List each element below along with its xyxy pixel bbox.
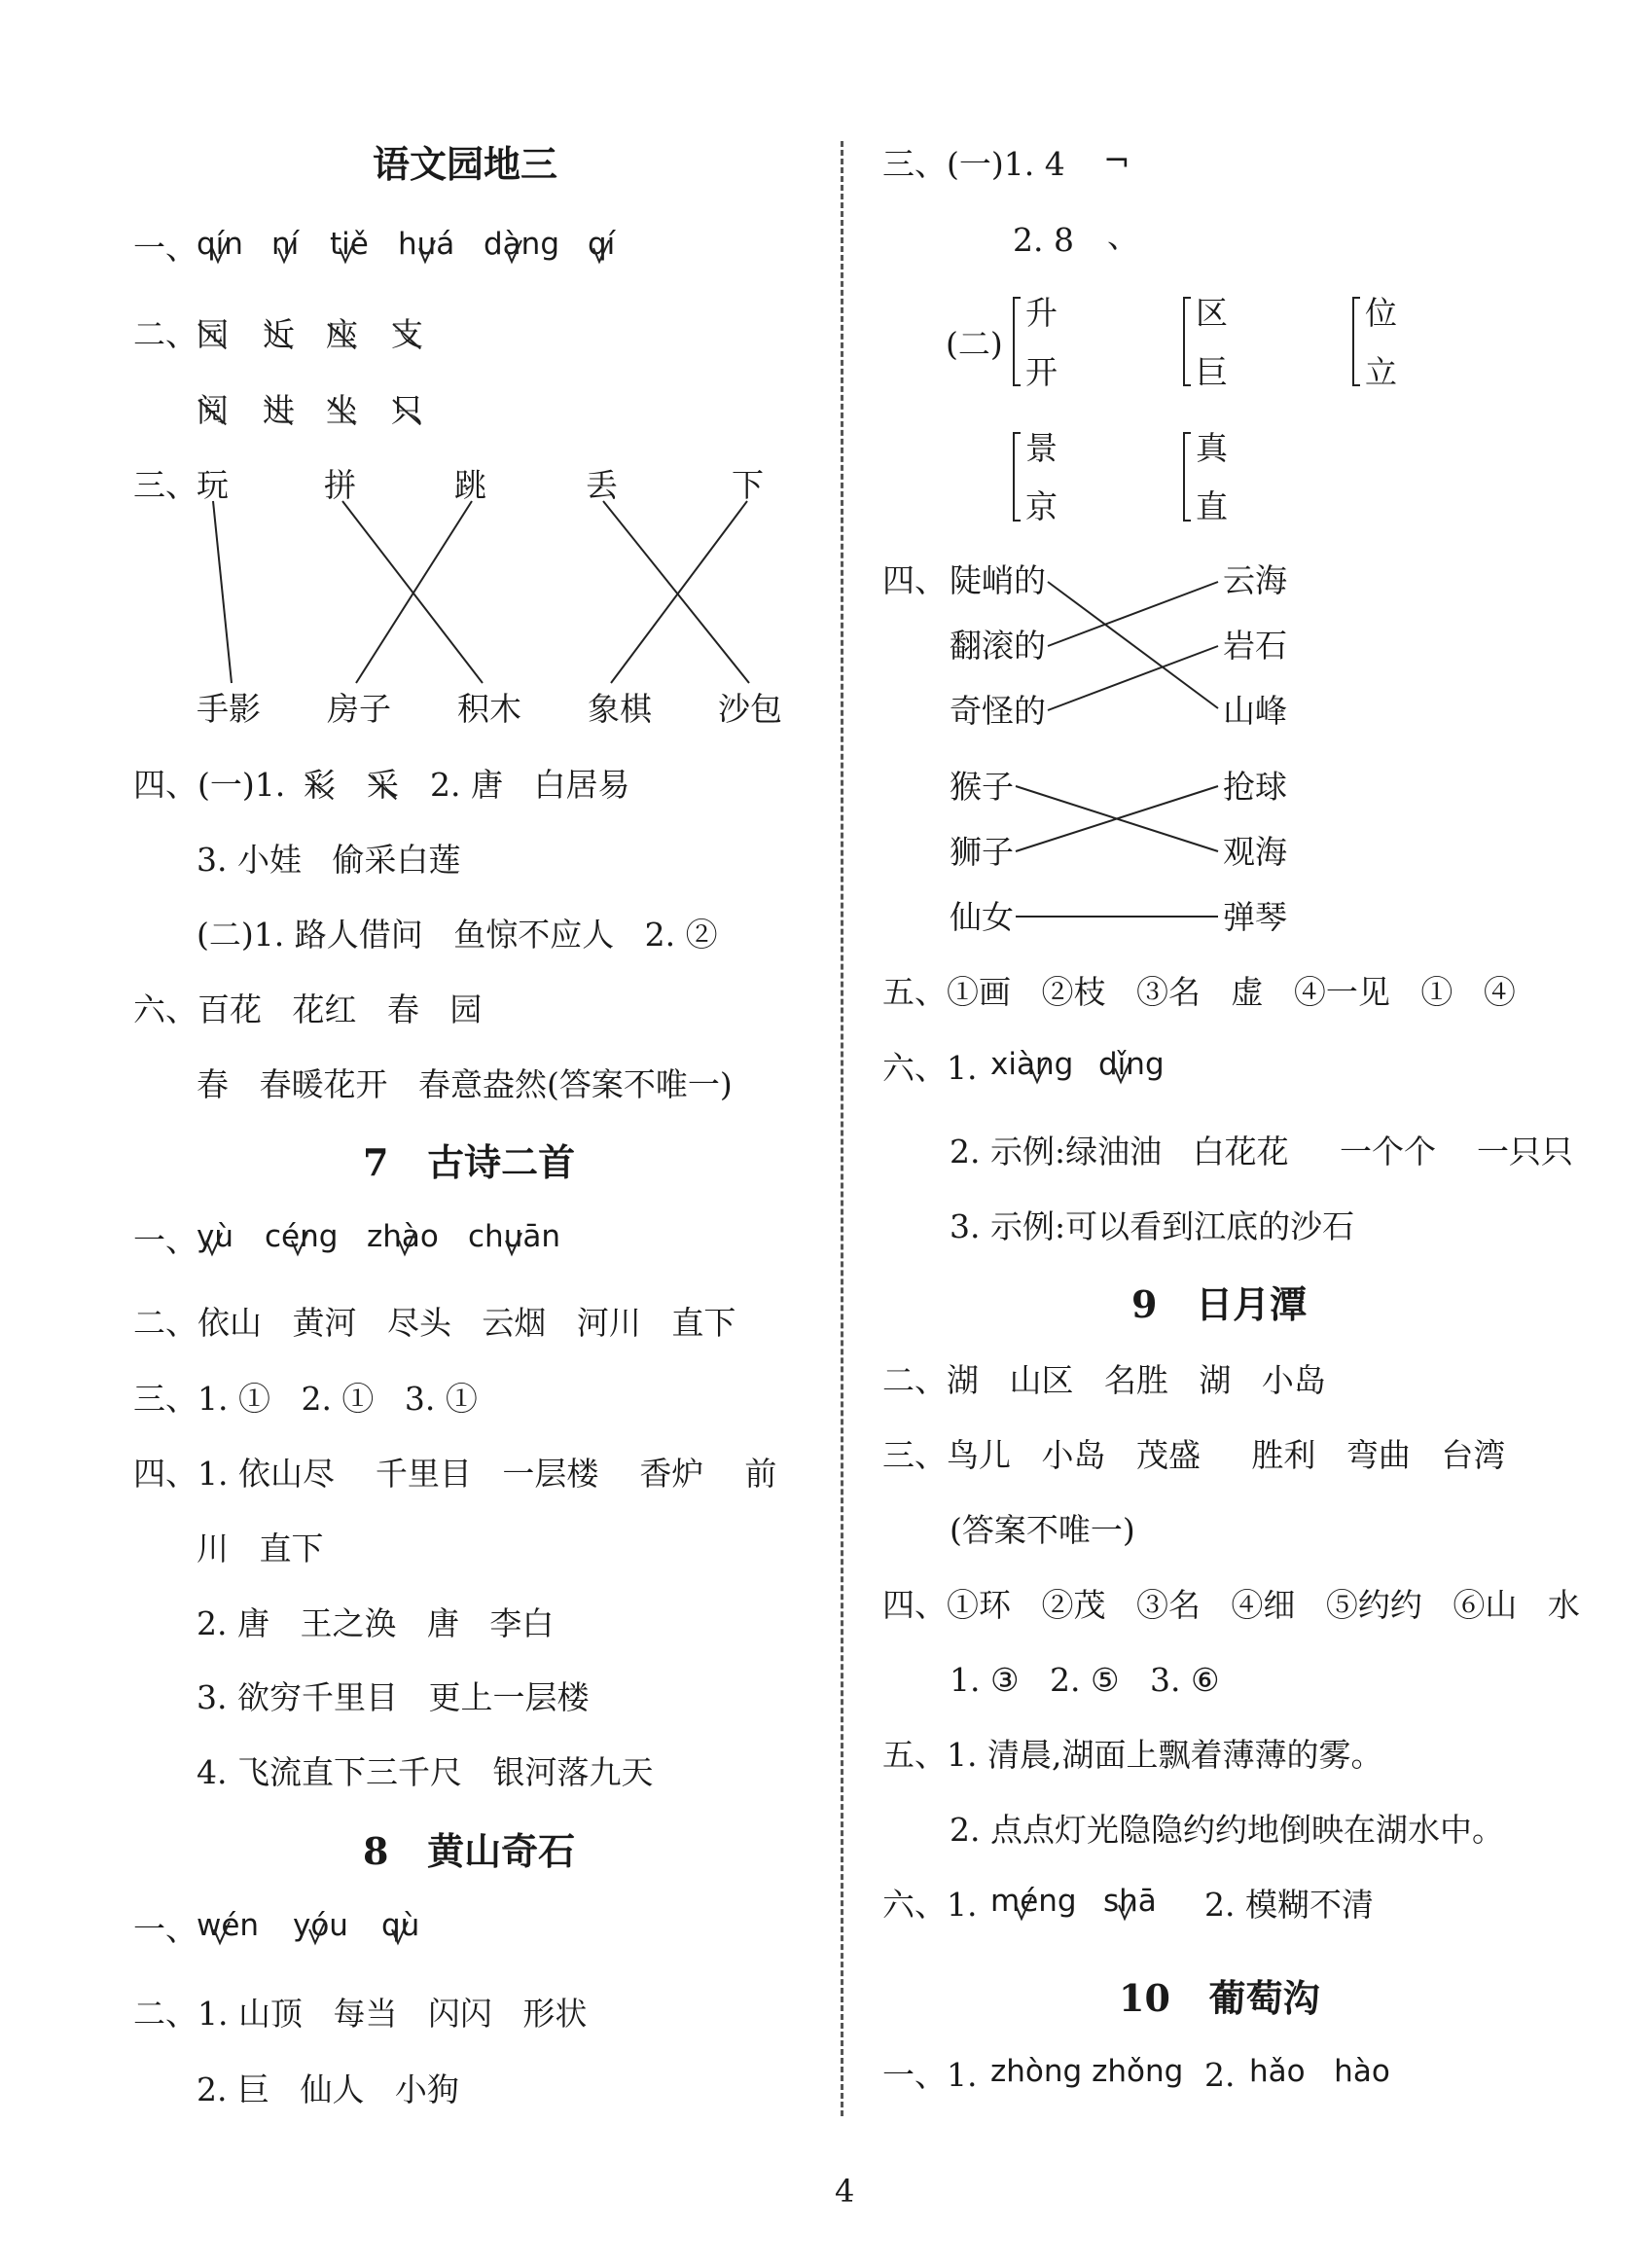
- pinyin-4: huá: [398, 227, 455, 262]
- pinyin-6: qí: [588, 227, 616, 262]
- s2-pinyin-4: chuān: [468, 1219, 560, 1254]
- brace-char: 京: [1025, 487, 1058, 525]
- brace-char: 区: [1196, 294, 1228, 332]
- match-line: [213, 501, 232, 683]
- match-bottom-3: 积木: [457, 690, 521, 728]
- char-2: 近: [263, 315, 295, 353]
- s9-q3-line-1: 三、鸟儿 小岛 茂盛 胜利 弯曲 台湾: [882, 1436, 1506, 1474]
- r-q4b-right-3: 弹琴: [1223, 898, 1287, 936]
- brace-char: 直: [1196, 487, 1228, 525]
- section-title-putaogou: 10 葡萄沟: [1119, 1976, 1320, 2020]
- r-q4-left-3: 奇怪的: [950, 692, 1046, 730]
- check-mark: [278, 240, 294, 262]
- brace-char: 开: [1025, 353, 1058, 391]
- s10-q1-pinyin-2: hǎo hào: [1249, 2054, 1390, 2089]
- check-mark: [506, 1233, 521, 1254]
- match-bottom-2: 房子: [327, 690, 391, 728]
- check-mark: [1016, 1897, 1031, 1919]
- s9-q6-rest: 2. 模糊不清: [1204, 1886, 1374, 1924]
- match-top-5: 下: [732, 466, 764, 504]
- check-mark: [340, 240, 355, 262]
- match-top-4: 丢: [586, 466, 618, 504]
- r-q4b-left-3: 仙女: [950, 898, 1014, 936]
- match-line: [1048, 582, 1218, 708]
- s10-q1-label: 一、1.: [882, 2056, 978, 2094]
- brace-char: 真: [1196, 429, 1228, 467]
- s2-q1-label: 一、: [133, 1221, 197, 1259]
- s10-q1-pinyin-1: zhòng zhǒng: [990, 2054, 1184, 2089]
- r-q4-right-2: 岩石: [1223, 627, 1287, 665]
- check-mark: [593, 240, 609, 262]
- s2-pinyin-2: céng: [265, 1219, 339, 1254]
- brace-char: 景: [1025, 429, 1058, 467]
- pinyin-5: dàng: [484, 227, 559, 262]
- r-q6-label: 六、1.: [882, 1049, 978, 1087]
- pinyin-2: ní: [271, 227, 300, 262]
- section-title-yuwen-yuandi-3: 语文园地三: [373, 142, 558, 186]
- r-q3-part-2-label: (二): [946, 325, 1003, 363]
- r-q4-right-3: 山峰: [1223, 692, 1287, 730]
- section-title-riyuetan: 9 日月潭: [1131, 1282, 1308, 1326]
- q4-line-3: 3. 小娃 偷采白莲: [197, 841, 461, 879]
- check-mark: [206, 1233, 222, 1254]
- r-q3-line-1: 三、(一)1. 4: [882, 145, 1065, 183]
- match-bottom-4: 象棋: [588, 690, 652, 728]
- match-line: [356, 501, 472, 683]
- brace-char: 位: [1365, 294, 1397, 332]
- check-mark: [212, 240, 228, 262]
- s2-q3: 三、1. ① 2. ① 3. ①: [133, 1380, 478, 1418]
- s9-q6-pinyin-1: méng: [990, 1884, 1077, 1919]
- brace-char: 立: [1365, 353, 1397, 391]
- s2-q4-line-4: 3. 欲穷千里目 更上一层楼: [197, 1678, 590, 1716]
- q4-label: 四、(一)1.: [133, 766, 286, 804]
- s3-q1-label: 一、: [133, 1910, 197, 1948]
- s3-pinyin-3: qù: [381, 1908, 420, 1943]
- char-3: 座: [326, 315, 358, 353]
- check-mark: [1115, 1061, 1130, 1082]
- section-title-gushi: 7 古诗二首: [363, 1140, 576, 1184]
- r-q4b-right-1: 抢球: [1223, 768, 1287, 806]
- char-cai-2: 采: [367, 766, 399, 804]
- r-q6-pinyin-1: xiàng: [990, 1047, 1074, 1082]
- match-top-1: 玩: [197, 466, 229, 504]
- s9-q6-label: 六、1.: [882, 1886, 978, 1924]
- s9-q4-line-1: 四、①环 ②茂 ③名 ④细 ⑤约约 ⑥山 水: [882, 1586, 1580, 1624]
- section-title-huangshan: 8 黄山奇石: [363, 1829, 576, 1873]
- page-number: 4: [835, 2173, 855, 2210]
- r-q4b-left-1: 猴子: [950, 768, 1014, 806]
- match-line: [1048, 582, 1218, 646]
- brace-char: 巨: [1196, 353, 1228, 391]
- check-mark: [506, 240, 521, 262]
- r-q6-line-2: 2. 示例:绿油油 白花花 一个个 一只只: [950, 1133, 1573, 1170]
- char-7: 坐: [326, 391, 358, 429]
- r-q3-mark-2: 、: [1107, 217, 1139, 255]
- q6-line-1: 六、百花 花红 春 园: [133, 990, 483, 1028]
- s3-pinyin-1: wén: [197, 1908, 260, 1943]
- check-mark: [214, 1922, 230, 1943]
- s2-q4-line-5: 4. 飞流直下三千尺 银河落九天: [197, 1753, 654, 1791]
- check-mark: [292, 1233, 307, 1254]
- s9-q2: 二、湖 山区 名胜 湖 小岛: [882, 1361, 1326, 1399]
- check-mark: [399, 1233, 414, 1254]
- s9-q5-line-1: 五、1. 清晨,湖面上飘着薄薄的雾。: [882, 1736, 1383, 1774]
- s3-pinyin-2: yóu: [293, 1908, 348, 1943]
- r-q4-left-1: 陡峭的: [950, 561, 1046, 599]
- s2-pinyin-3: zhào: [367, 1219, 439, 1254]
- match-line: [342, 501, 483, 683]
- r-q4-label: 四、: [882, 561, 947, 599]
- s9-q3-line-2: (答案不唯一): [950, 1511, 1135, 1549]
- s9-q6-pinyin-2: shā: [1103, 1884, 1157, 1919]
- char-1: 园: [197, 315, 229, 353]
- brace-char: 升: [1025, 294, 1058, 332]
- char-6: 进: [263, 391, 295, 429]
- r-q4b-right-2: 观海: [1223, 833, 1287, 871]
- char-8: 只: [391, 391, 423, 429]
- q3-label: 三、: [133, 466, 197, 504]
- r-q6-pinyin-2: dǐng: [1098, 1047, 1165, 1082]
- q4-rest: 2. 唐 白居易: [430, 766, 630, 804]
- q2-label: 二、: [133, 315, 197, 353]
- match-top-3: 跳: [454, 466, 486, 504]
- s2-q4-line-2: 川 直下: [197, 1530, 324, 1567]
- q6-line-2: 春 春暖花开 春意盎然(答案不唯一): [197, 1065, 733, 1103]
- s9-q4-line-2: 1. ③ 2. ⑤ 3. ⑥: [950, 1661, 1220, 1699]
- check-mark: [1031, 1061, 1047, 1082]
- s3-q2-line-1: 二、1. 山顶 每当 闪闪 形状: [133, 1995, 588, 2033]
- pinyin-1: qín: [197, 227, 243, 262]
- check-mark: [392, 1922, 408, 1943]
- r-q6-line-3: 3. 示例:可以看到江底的沙石: [950, 1207, 1355, 1245]
- char-cai-1: 彩: [304, 766, 336, 804]
- q1-label: 一、: [133, 229, 197, 267]
- s2-q2: 二、依山 黄河 尽头 云烟 河川 直下: [133, 1304, 736, 1342]
- s10-q1-mid: 2.: [1204, 2056, 1236, 2094]
- match-bottom-5: 沙包: [718, 690, 782, 728]
- match-bottom-1: 手影: [197, 690, 261, 728]
- q4-part-2: (二)1. 路人借问 鱼惊不应人 2. ②: [197, 916, 718, 954]
- s2-q4-line-1: 四、1. 依山尽 千里目 一层楼 香炉 前: [133, 1455, 777, 1493]
- s2-q4-line-3: 2. 唐 王之涣 唐 李白: [197, 1604, 555, 1642]
- r-q4-right-1: 云海: [1223, 561, 1287, 599]
- r-q4-left-2: 翻滚的: [950, 627, 1046, 665]
- match-line: [1048, 646, 1218, 710]
- pinyin-3: tiě: [330, 227, 369, 262]
- s3-q2-line-2: 2. 巨 仙人 小狗: [197, 2070, 459, 2108]
- char-4: 支: [391, 315, 423, 353]
- char-5: 阅: [197, 391, 229, 429]
- check-mark: [1119, 1897, 1134, 1919]
- r-q3-line-2: 2. 8: [1013, 221, 1074, 259]
- r-q3-mark-1: ¬: [1103, 141, 1130, 179]
- check-mark: [419, 240, 435, 262]
- s9-q5-line-2: 2. 点点灯光隐隐约约地倒映在湖水中。: [950, 1811, 1504, 1849]
- s2-pinyin-1: yù: [197, 1219, 233, 1254]
- match-top-2: 拼: [324, 466, 356, 504]
- check-mark: [309, 1922, 325, 1943]
- r-q4b-left-2: 狮子: [950, 833, 1014, 871]
- r-q5: 五、①画 ②枝 ③名 虚 ④一见 ① ④: [882, 973, 1516, 1011]
